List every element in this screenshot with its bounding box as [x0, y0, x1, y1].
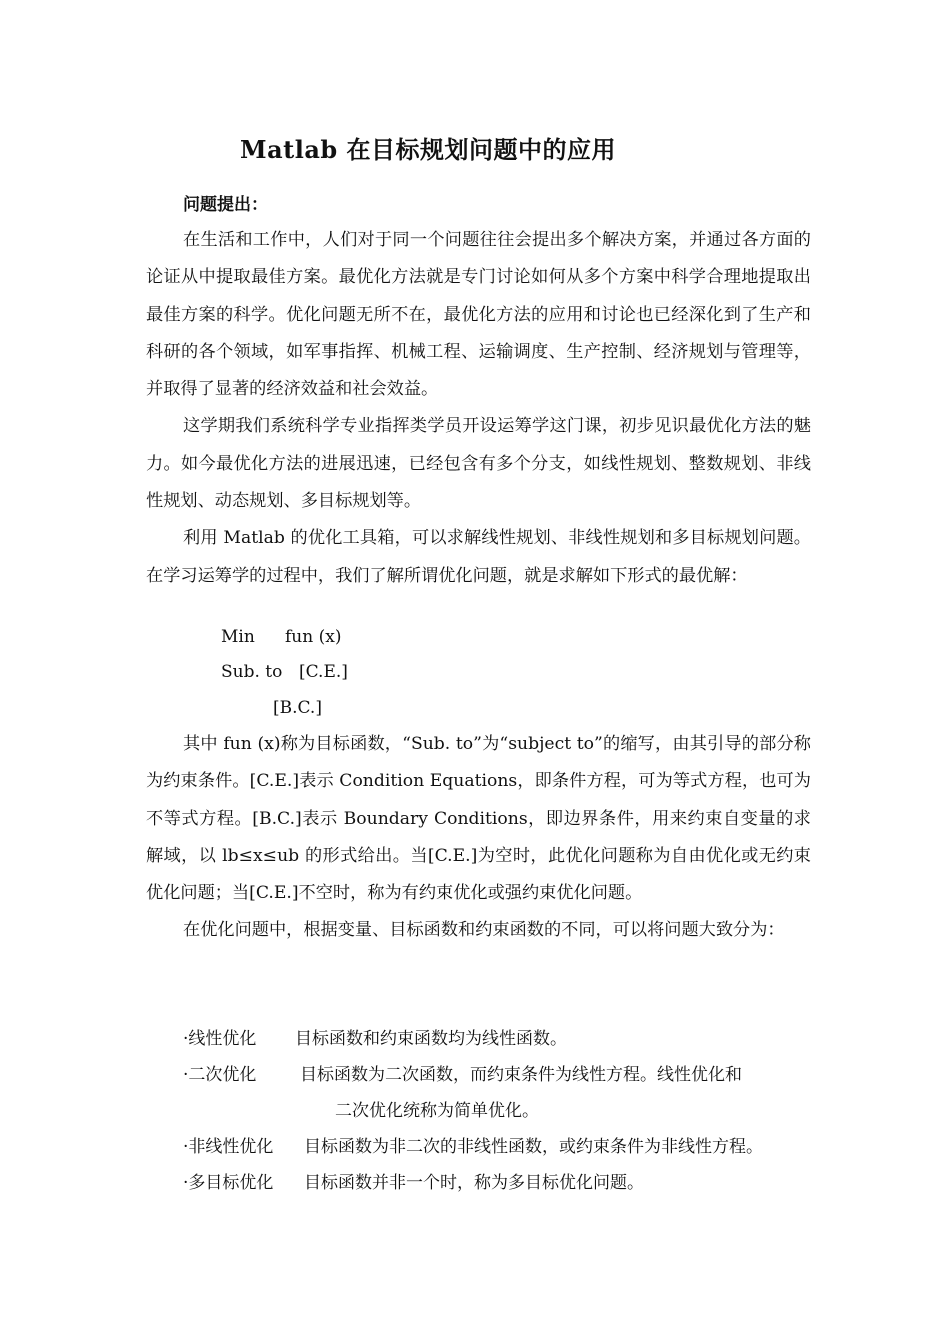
formula-subject-line — [221, 662, 348, 682]
category-desc: 目标函数为二次函数，而约束条件为线性方程。线性优化和 — [300, 1065, 742, 1085]
document-title: Matlab 在目标规划问题中的应用 — [240, 135, 617, 164]
category-term: ·非线性优化 — [183, 1137, 274, 1157]
category-desc: 目标函数为非二次的非线性函数，或约束条件为非线性方程。 — [304, 1137, 763, 1157]
list-item — [183, 1129, 823, 1165]
paragraph-explanation: 其中 fun (x)称为目标函数，“Sub. to”为“subject to”的缩写，由其引导的部分称为约束条件。[C.E.]表示 Condition Equations，即条件方程，可为等式方程，也可为不等式方程。[B.C.]表示 Boundary Conditions，即边界条件，用来约束自变量的求解域，以 lb≤x≤ub 的形式给出。当[C.E.]为空时，此优化问题称为自由优化或无约束优化问题；当[C.E.]不空时，称为有约束优化或强约束优化问题。 — [146, 734, 811, 904]
category-term: ·多目标优化 — [183, 1173, 274, 1193]
list-item-continuation: 二次优化统称为简单优化。 — [335, 1101, 539, 1121]
formula-subject-keyword: Sub. to — [221, 662, 283, 682]
section-heading: 问题提出： — [183, 195, 268, 215]
paragraph-course: 这学期我们系统科学专业指挥类学员开设运筹学这门课，初步见识最优化方法的魅力。如今最优化方法的进展迅速，已经包含有多个分支，如线性规划、整数规划、非线性规划、动态规划、多目标规划等。 — [146, 416, 811, 512]
formula-bc-line — [273, 698, 322, 718]
body-text-block — [146, 222, 811, 595]
paragraph-matlab: 利用 Matlab 的优化工具箱，可以求解线性规划、非线性规划和多目标规划问题。在学习运筹学的过程中，我们了解所谓优化问题，就是求解如下形式的最优解： — [146, 528, 811, 586]
formula-min-keyword: Min — [221, 627, 255, 647]
list-item — [183, 1165, 823, 1201]
category-desc: 目标函数并非一个时，称为多目标优化问题。 — [304, 1173, 644, 1193]
body-text-block-2 — [146, 726, 811, 950]
formula-min-line — [221, 627, 341, 647]
paragraph-classification: 在优化问题中，根据变量、目标函数和约束函数的不同，可以将问题大致分为： — [183, 920, 785, 941]
category-term: ·线性优化 — [183, 1029, 257, 1049]
category-term: ·二次优化 — [183, 1065, 257, 1085]
paragraph-intro: 在生活和工作中，人们对于同一个问题往往会提出多个解决方案，并通过各方面的论证从中提取最佳方案。最优化方法就是专门讨论如何从多个方案中科学合理地提取出最佳方案的科学。优化问题无所不在，最优化方法的应用和讨论也已经深化到了生产和科研的各个领域，如军事指挥、机械工程、运输调度、生产控制、经济规划与管理等，并取得了显著的经济效益和社会效益。 — [146, 230, 811, 400]
list-item — [183, 1021, 823, 1057]
formula-objective: fun (x) — [285, 627, 342, 647]
category-desc: 目标函数和约束函数均为线性函数。 — [295, 1029, 567, 1049]
formula-constraint-bc: [B.C.] — [273, 698, 322, 718]
category-list — [183, 1021, 823, 1201]
formula-constraint-ce: [C.E.] — [299, 662, 348, 682]
list-item — [183, 1057, 823, 1093]
